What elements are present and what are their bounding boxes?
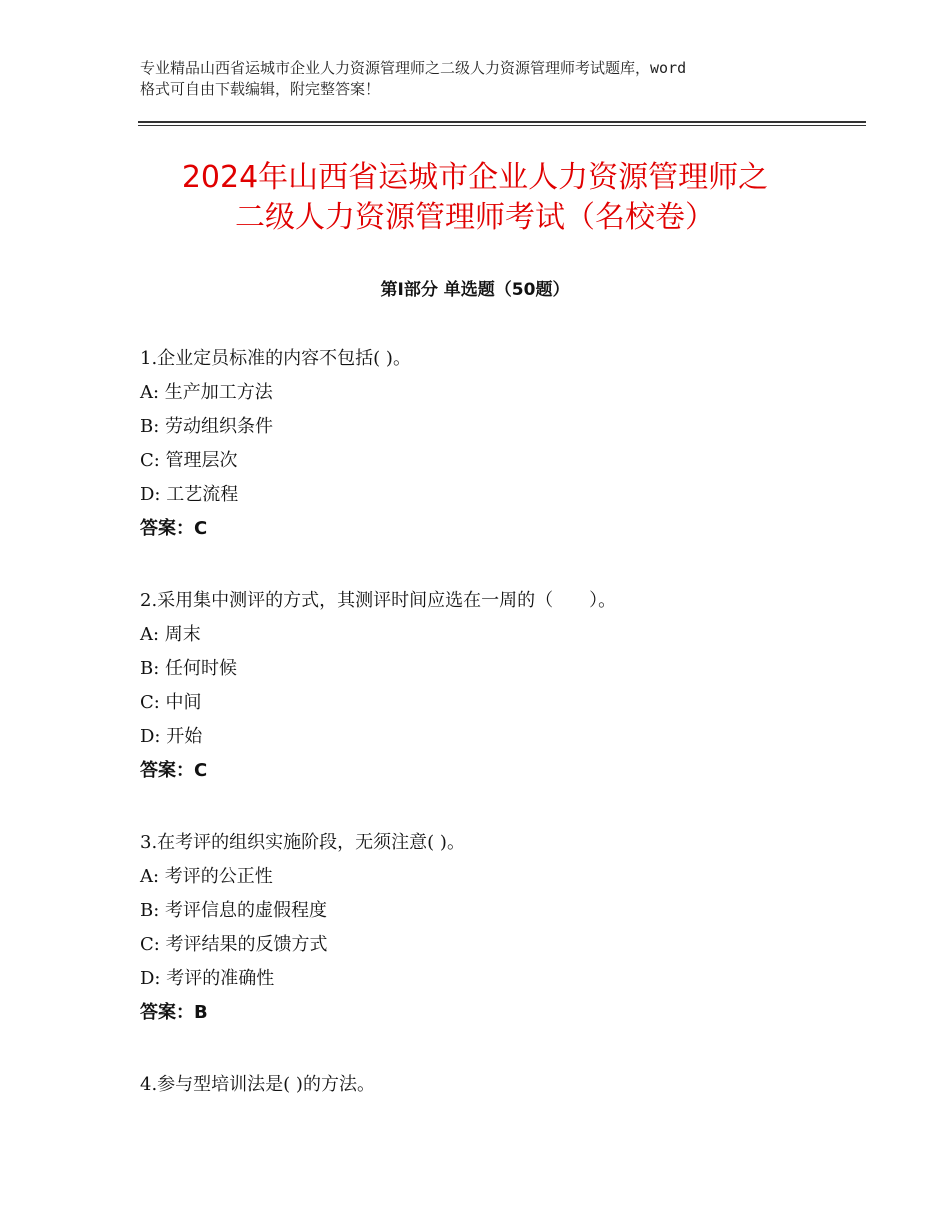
option-c: C: 管理层次	[140, 450, 238, 471]
document-title	[100, 158, 850, 238]
option-a: A: 考评的公正性	[140, 866, 273, 887]
header-divider-thin	[138, 125, 866, 126]
question-stem: 1.企业定员标准的内容不包括( )。	[140, 348, 411, 369]
question-stem: 2.采用集中测评的方式，其测评时间应选在一周的（ ）。	[140, 590, 617, 611]
section-heading: 第Ⅰ部分 单选题（50题）	[380, 280, 570, 300]
option-d: D: 考评的准确性	[140, 968, 275, 989]
question-2	[140, 584, 860, 788]
option-c: C: 中间	[140, 692, 202, 713]
question-3	[140, 826, 860, 1030]
option-b: B: 劳动组织条件	[140, 416, 274, 437]
answer-label: 答案：B	[140, 1002, 208, 1023]
question-list	[140, 342, 860, 1140]
answer-label: 答案：C	[140, 518, 208, 539]
option-c: C: 考评结果的反馈方式	[140, 934, 328, 955]
question-stem: 3.在考评的组织实施阶段，无须注意( )。	[140, 832, 465, 853]
option-a: A: 生产加工方法	[140, 382, 273, 403]
question-4	[140, 1068, 860, 1102]
option-a: A: 周末	[140, 624, 201, 645]
header-note	[140, 58, 840, 100]
header-note-line-1: 专业精品山西省运城市企业人力资源管理师之二级人力资源管理师考试题库，word	[140, 59, 687, 77]
option-d: D: 工艺流程	[140, 484, 239, 505]
option-b: B: 任何时候	[140, 658, 238, 679]
option-b: B: 考评信息的虚假程度	[140, 900, 328, 921]
option-d: D: 开始	[140, 726, 203, 747]
answer-label: 答案：C	[140, 760, 208, 781]
title-line-2: 二级人力资源管理师考试（名校卷）	[235, 200, 715, 235]
title-line-1: 2024年山西省运城市企业人力资源管理师之	[181, 160, 769, 195]
header-divider-thick	[138, 121, 866, 123]
header-note-line-2: 格式可自由下载编辑，附完整答案！	[140, 80, 381, 98]
question-1	[140, 342, 860, 546]
question-stem: 4.参与型培训法是( )的方法。	[140, 1074, 375, 1095]
